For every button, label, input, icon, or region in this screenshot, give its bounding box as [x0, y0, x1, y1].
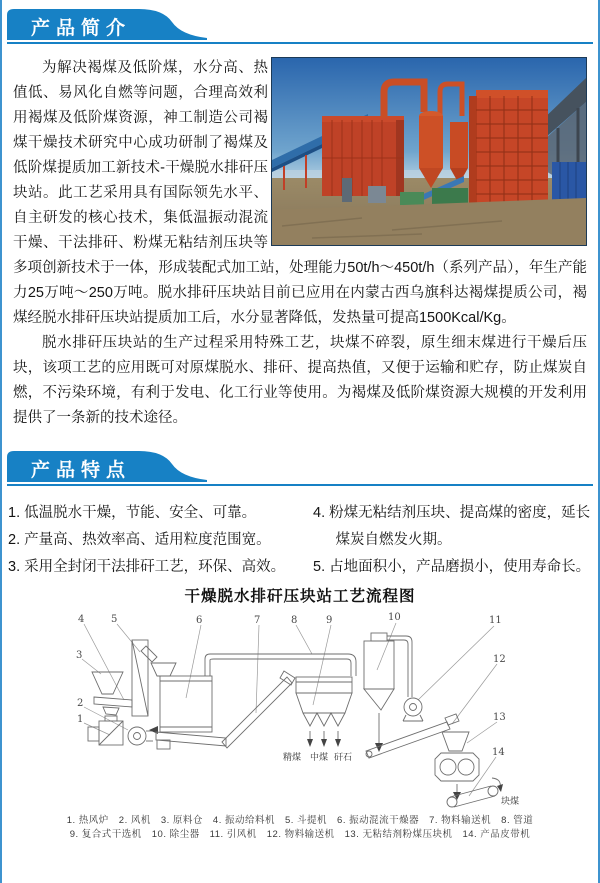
part-number-11: 11 [489, 615, 502, 626]
fan [128, 727, 153, 745]
lattice-tower [469, 90, 548, 208]
part-number-2: 2 [77, 698, 84, 709]
banner-underline [7, 484, 593, 487]
part-number-10: 10 [388, 612, 401, 623]
intro-paragraph-2: 脱水排矸压块站的生产过程采用特殊工艺，块煤不碎裂，原生细末煤进行干燥后压块，该项工艺的应用既可对原煤脱水、排矸、提高热值，又便于运输和贮存，防止煤炭自燃，不污染环境，有利于发电、化工行业等使用。为褐煤及低阶煤资源大规模的开发利用提供了一条新的技术途径。 [13, 335, 587, 426]
dryer [151, 663, 226, 749]
material-conveyor-7 [222, 671, 295, 748]
gray-column [342, 178, 352, 202]
features-right-column [313, 500, 594, 581]
part-number-4: 4 [78, 614, 85, 625]
raw-hopper [92, 672, 132, 715]
diagram-title: 干燥脱水排矸压块站工艺流程图 [184, 588, 416, 605]
part-number-7: 7 [254, 615, 261, 626]
intro-section [13, 56, 587, 431]
part-number-12: 12 [493, 654, 506, 665]
feature-item-4: 4. 粉煤无粘结剂压块、提高煤的密度，延长煤炭自燃发火期。 [313, 505, 591, 548]
diagram-drawing [0, 610, 600, 808]
part-number-13: 13 [493, 712, 506, 723]
features-left-column [8, 500, 313, 581]
bucket-elevator [132, 640, 157, 716]
output-label-fine-coal: 精煤 [283, 752, 302, 762]
green-machine-1 [432, 188, 468, 204]
part-number-9: 9 [326, 615, 333, 626]
gray-machine [368, 186, 386, 203]
part-number-14: 14 [492, 747, 505, 758]
feature-item-3: 3. 采用全封闭干法排矸工艺，环保、高效。 [8, 559, 286, 575]
plant-photo [271, 57, 587, 246]
part-number-8: 8 [291, 615, 298, 626]
product-label-lump-coal: 块煤 [501, 796, 520, 806]
features-list [8, 500, 594, 581]
feature-item-5: 5. 占地面积小，产品磨损小，使用寿命长。 [313, 559, 591, 575]
output-label-gangue: 矸石 [334, 752, 353, 762]
plant-photo-illustration [272, 58, 586, 245]
banner-underline [7, 42, 593, 45]
hot-air-furnace [88, 716, 123, 745]
feature-item-1: 1. 低温脱水干燥，节能、安全、可靠。 [8, 505, 257, 521]
part-number-5: 5 [111, 614, 118, 625]
part-number-3: 3 [76, 650, 83, 661]
red-building [322, 116, 404, 196]
diagram-caption-line-2: 9. 复合式干选机 10. 除尘器 11. 引风机 12. 物料输送机 13. 无粘结剂粉煤压块机 14. 产品皮带机 [69, 829, 531, 840]
briquette-press [435, 732, 479, 800]
section-title-features: 产品特点 [31, 460, 132, 481]
process-flow-diagram [0, 610, 600, 808]
part-number-6: 6 [196, 615, 203, 626]
output-label-middling-coal: 中煤 [310, 752, 329, 762]
intro-paragraph-1: 为解决褐煤及低阶煤，水分高、热值低、易风化自燃等问题，合理高效利用褐煤及低阶煤资源，神工制造公司褐煤干燥技术研究中心成功研制了褐煤及低阶煤提质加工新技术-干燥脱水排矸压块站。此工艺采用具有国际领先水平、自主研发的核心技术，集低温振动混流干燥、干法排矸、粉煤无粘结剂压块等多项创新技术于一体，形成装配式加工站，处理能力50t/h～450t/h（系列产品），年生产能力25万吨～250万吨。脱水排矸压块站目前已应用在内蒙古西乌旗科达褐煤提质公司，褐煤经脱水排矸压块站提质加工后，水分显著降低，发热量可提高1500Kcal/Kg。 [13, 60, 587, 326]
separator-output-arrows [307, 731, 341, 747]
feature-item-2: 2. 产量高、热效率高、适用粒度范围宽。 [8, 532, 271, 548]
diagram-caption-line-1: 1. 热风炉 2. 风机 3. 原料仓 4. 振动给料机 5. 斗提机 6. 振动混流干燥器 7. 物料输送机 8. 管道 [66, 815, 534, 826]
dry-separator [296, 677, 352, 726]
induced-draft-fan [403, 698, 423, 721]
dust-collector [364, 633, 412, 752]
part-number-1: 1 [77, 714, 84, 725]
green-machine-2 [400, 192, 424, 205]
section-banner-intro [7, 9, 593, 44]
duct-pipe [205, 654, 356, 676]
section-banner-features [7, 451, 593, 486]
air-inlet-arrow [149, 726, 158, 734]
section-title-intro: 产品简介 [31, 18, 132, 39]
